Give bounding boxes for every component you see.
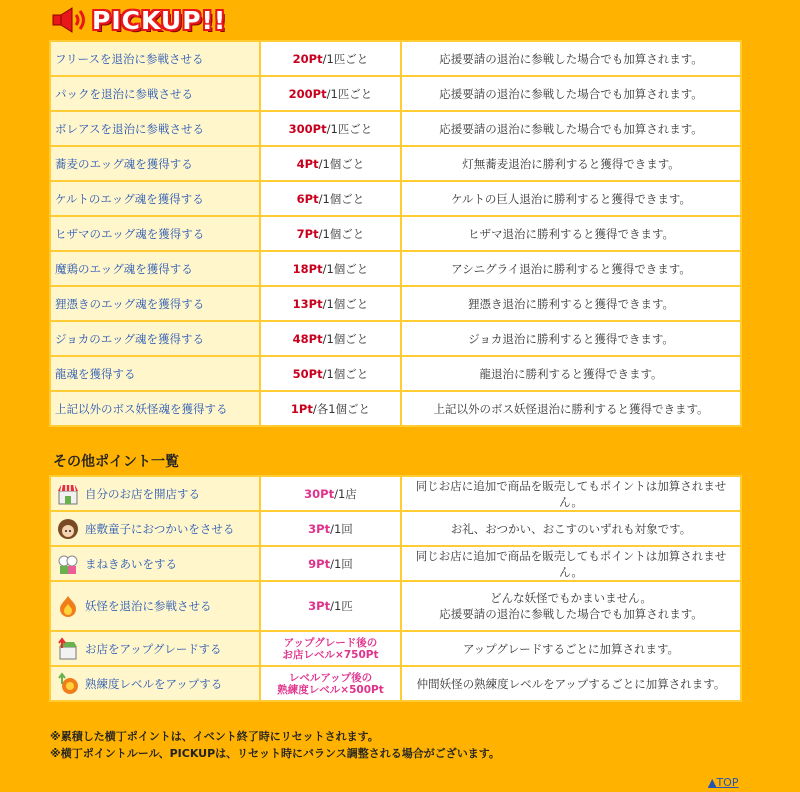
row-unit: /1回 [330,556,353,571]
row-note-line-2: 応援要請の退治に参戦した場合でも加算されます。 [439,607,703,621]
row-label: まねきあいをする [85,556,177,571]
pickup-header [50,3,226,37]
row-points: 300Pt [288,121,327,136]
row-label: 上記以外のボス妖怪魂を獲得する [55,401,228,416]
row-label: ヒザマのエッグ魂を獲得する [55,226,205,241]
row-note: アシニグライ退治に勝利すると獲得できます。 [401,251,741,286]
row-label: 妖怪を退治に参戦させる [85,599,212,613]
row-note: 仲間妖怪の熟練度レベルをアップするごとに加算されます。 [401,666,741,701]
row-note: 同じお店に追加で商品を販売してもポイントは加算されません。 [401,546,741,581]
row-points: 7Pt [296,226,319,241]
pickup-table [49,40,742,427]
row-label: 魔鶏のエッグ魂を獲得する [55,261,193,276]
table-row [50,286,741,321]
row-note: 応援要請の退治に参戦した場合でも加算されます。 [401,41,741,76]
row-points: 50Pt [292,366,323,381]
row-unit: /1回 [330,521,353,536]
row-points: 3Pt [308,521,331,536]
row-points-line-1: レベルアップ後の [288,671,373,684]
row-points: 20Pt [292,51,323,66]
row-points-line-2: お店レベル×750Pt [282,648,379,661]
row-unit: /1個ごと [318,226,365,241]
row-note: 狸憑き退治に勝利すると獲得できます。 [401,286,741,321]
row-unit: /1匹ごと [322,51,369,66]
megaphone-icon [50,5,90,35]
table-row [50,356,741,391]
table-row [50,251,741,286]
row-label: お店をアップグレードする [85,641,222,656]
table-row [50,76,741,111]
row-points: 1Pt [290,401,313,416]
row-label: ボレアスを退治に参戦させる [55,121,205,136]
row-points: 18Pt [292,261,323,276]
row-note: 応援要請の退治に参戦した場合でも加算されます。 [401,111,741,146]
row-points: 3Pt [308,599,331,613]
footnote: ※累積した横丁ポイントは、イベント終了時にリセットされます。 [50,730,379,743]
pickup-title: PICKUP!! [92,5,227,35]
row-note: 上記以外のボス妖怪退治に勝利すると獲得できます。 [401,391,741,426]
table-row [50,41,741,76]
table-row [50,181,741,216]
row-unit: /1個ごと [322,331,369,346]
row-unit: /1店 [334,486,357,501]
shop-upgrade-icon [55,636,81,662]
table-row [50,581,741,631]
row-unit: /1個ごと [318,191,365,206]
row-unit: /1個ごと [318,156,365,171]
row-note: ケルトの巨人退治に勝利すると獲得できます。 [401,181,741,216]
shop-icon [55,481,81,507]
row-unit: /1匹ごと [326,121,373,136]
row-label: 座敷童子におつかいをさせる [85,521,235,536]
row-unit: /1個ごと [322,296,369,311]
beckoning-cat-icon [55,551,81,577]
row-points: 200Pt [288,86,327,101]
zashiki-doll-icon [55,516,81,542]
row-label: 熟練度レベルをアップする [85,676,223,691]
row-label: ジョカのエッグ魂を獲得する [55,331,205,346]
row-note: 龍退治に勝利すると獲得できます。 [401,356,741,391]
row-unit: /各1個ごと [312,401,371,416]
row-note-line-1: どんな妖怪でもかまいません。 [490,591,652,605]
row-label: 狸憑きのエッグ魂を獲得する [55,296,205,311]
table-row [50,511,741,546]
row-unit: /1個ごと [322,366,369,381]
row-note: 同じお店に追加で商品を販売してもポイントは加算されません。 [401,476,741,511]
row-note: ヒザマ退治に勝利すると獲得できます。 [401,216,741,251]
level-up-icon [55,671,81,697]
other-points-table [49,475,742,702]
row-note: ジョカ退治に勝利すると獲得できます。 [401,321,741,356]
row-points: 30Pt [304,486,335,501]
fire-spirit-icon [55,593,81,619]
row-label: 龍魂を獲得する [55,366,136,381]
back-to-top-link[interactable]: ▲TOP [708,776,739,789]
table-row [50,391,741,426]
other-points-title: その他ポイント一覧 [53,454,179,470]
row-unit: /1匹ごと [326,86,373,101]
row-points: 4Pt [296,156,319,171]
row-note: 応援要請の退治に参戦した場合でも加算されます。 [401,76,741,111]
table-row [50,476,741,511]
row-points-line-2: 熟練度レベル×500Pt [277,683,384,696]
row-unit: /1個ごと [322,261,369,276]
footnotes [50,728,500,762]
row-label: ケルトのエッグ魂を獲得する [55,191,204,206]
table-row [50,146,741,181]
row-note: 灯無蕎麦退治に勝利すると獲得できます。 [401,146,741,181]
row-points-line-1: アップグレード後の [283,636,378,649]
table-row [50,216,741,251]
table-row [50,111,741,146]
row-label: フリースを退治に参戦させる [55,51,204,66]
table-row [50,321,741,356]
row-points: 48Pt [292,331,323,346]
table-row [50,666,741,701]
row-note: アップグレードするごとに加算されます。 [401,631,741,666]
row-points: 6Pt [296,191,319,206]
row-unit: /1匹 [330,599,353,613]
row-label: 自分のお店を開店する [85,486,200,501]
row-label: 蕎麦のエッグ魂を獲得する [55,156,193,171]
footnote: ※横丁ポイントルール、PICKUPは、リセット時にバランス調整される場合がございます。 [50,747,500,760]
table-row [50,546,741,581]
row-label: パックを退治に参戦させる [55,86,193,101]
table-row [50,631,741,666]
row-points: 13Pt [292,296,323,311]
row-points: 9Pt [308,556,331,571]
row-note: お礼、おつかい、おこすのいずれも対象です。 [401,511,741,546]
